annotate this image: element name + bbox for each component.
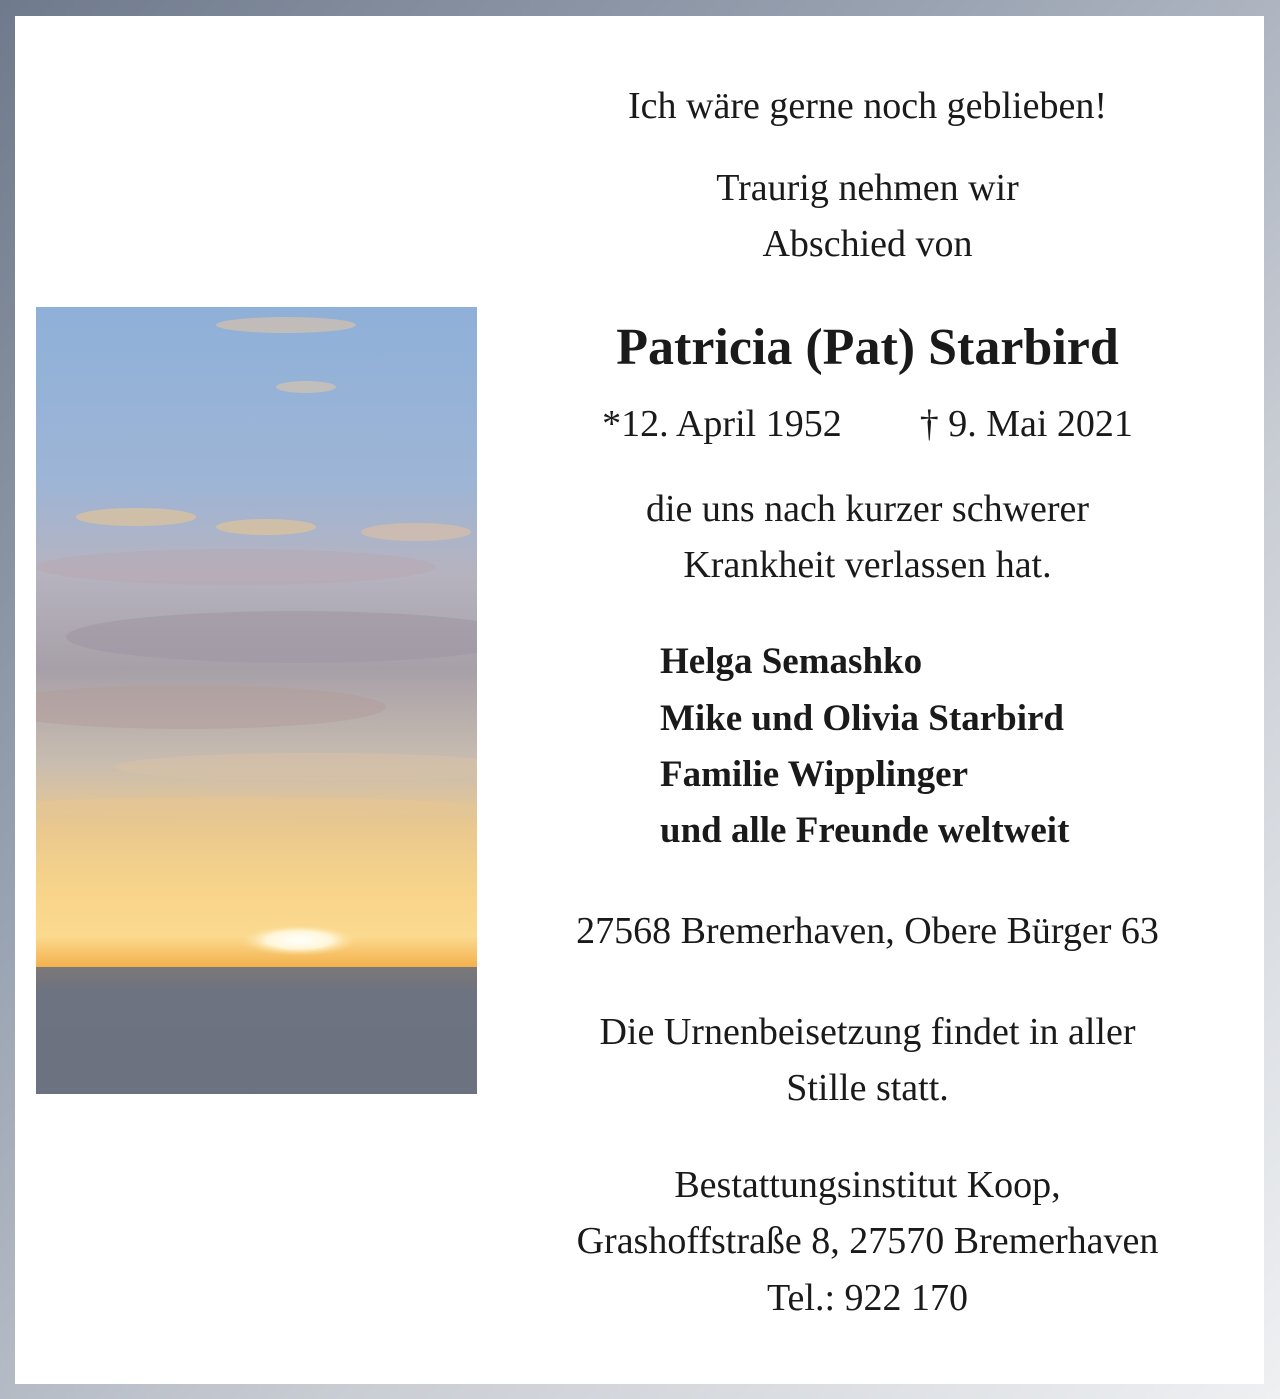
motto: Ich wäre gerne noch geblieben!: [628, 85, 1107, 127]
intro-line-2: Abschied von: [762, 223, 973, 265]
burial-line-2: Stille statt.: [786, 1067, 949, 1109]
funeral-home-address: Grashoffstraße 8, 27570 Bremerhaven: [576, 1220, 1159, 1262]
funeral-home-phone: Tel.: 922 170: [766, 1277, 969, 1319]
funeral-home-name: Bestattungsinstitut Koop,: [674, 1164, 1061, 1206]
mourner-3: Familie Wipplinger: [660, 754, 969, 795]
cause-line-2: Krankheit verlassen hat.: [683, 544, 1052, 586]
death-date: † 9. Mai 2021: [919, 403, 1133, 445]
sunset-illustration: [36, 307, 477, 1094]
burial-line-1: Die Urnenbeisetzung findet in aller: [599, 1011, 1136, 1053]
mourner-1: Helga Semashko: [660, 641, 923, 682]
cause-line-1: die uns nach kurzer schwerer: [645, 488, 1090, 530]
sun: [239, 924, 359, 956]
obituary-card: [15, 16, 1264, 1384]
sunset-photo: [36, 307, 477, 1094]
intro-line-1: Traurig nehmen wir: [716, 167, 1019, 209]
deceased-name: Patricia (Pat) Starbird: [616, 319, 1119, 376]
birth-date: *12. April 1952: [602, 403, 842, 445]
life-dates: [515, 396, 1220, 452]
mourner-4: und alle Freunde weltweit: [660, 810, 1070, 851]
mourner-2: Mike und Olivia Starbird: [660, 698, 1064, 739]
address: 27568 Bremerhaven, Obere Bürger 63: [576, 910, 1159, 952]
